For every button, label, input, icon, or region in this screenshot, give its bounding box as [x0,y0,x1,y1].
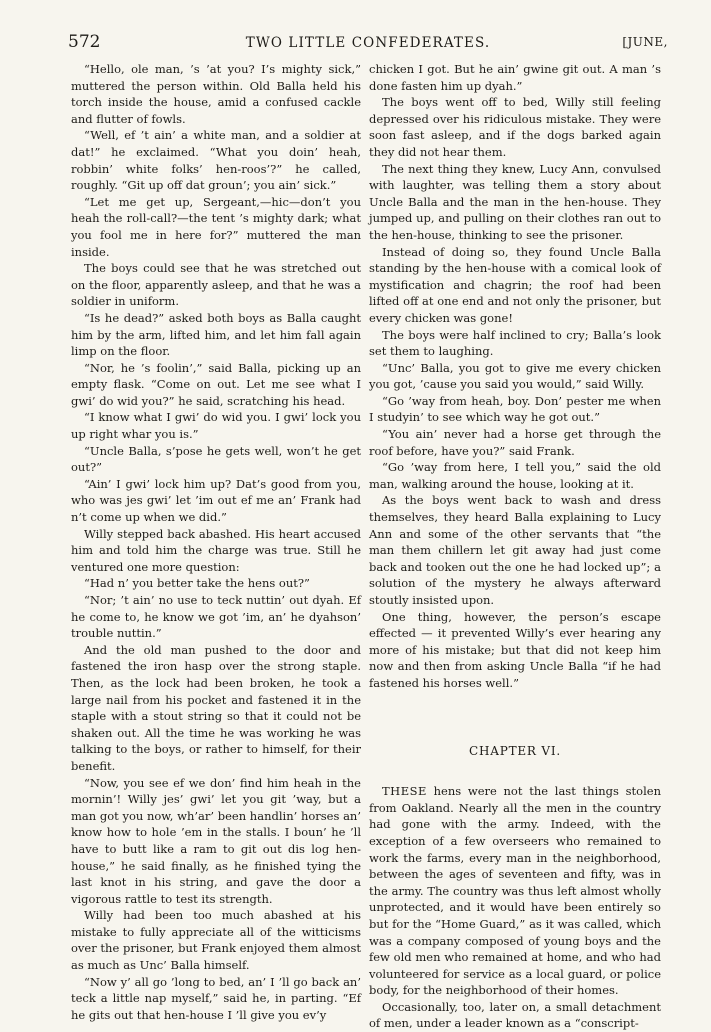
paragraph: Occasionally, too, later on, a small detachment of men, under a leader known as a “conscript- [369,999,661,1031]
lead-word: THESE [382,784,427,799]
paragraph: Instead of doing so, they found Uncle Balla standing by the hen-house with a comical look of mystification and chagrin; the roof had been lifted off at one end and not only the prisoner, but every chicken was gone! [369,244,661,325]
paragraph-text: hens were not the last things stolen from Oakland. Nearly all the men in the country had gone with the army. Indeed, with the exception of a few overseers who remained to work the farms, every man in the neighborhood, between the ages of seventeen and fifty, was in the army. The country was thus left almost wholly unprotected, and it would have been entirely so but for the “Home Guard,” as it was called, which was a company composed of young boys and the few old men who remained at home, and who had volunteered for service as a local guard, or police body, for the neighborhood of their homes. [369,784,661,998]
paragraph: Willy stepped back abashed. His heart accused him and told him the charge was true. Still he ventured one more question: [71,526,361,574]
paragraph: “You ain’ never had a horse get through the roof before, have you?” said Frank. [369,427,661,458]
paragraph: As the boys went back to wash and dress themselves, they heard Balla explaining to Lucy Ann and some of the other servants that “the man them chillern let git away had just come back and tooken out the one he had locked up”; a solution of the mystery he always afterward stoutly insisted upon. [369,493,661,607]
paragraph: “Had n’ you better take the hens out?” [84,576,310,591]
paragraph: “I know what I gwi’ do wid you. I gwi’ lock you up right whar you is.” [71,410,361,442]
running-month: [JUNE, [622,35,668,49]
paragraph: “Now, you see ef we don’ find him heah in the mornin’! Willy jes’ gwi’ let you git ’way, but a man got you now, wh’ar’ been handlin’ horses an’ know how to hole ’em in the stalls. I boun’ he ’ll have to butt like a ram to git out dis log hen-house,” he said finally, as he finished tying the last knot in his string, and gave the door a vigorous rattle to test its strength. [71,775,361,906]
paragraph: “Is he dead?” asked both boys as Balla caught him by the arm, lifted him, and let him fall again limp on the floor. [71,310,361,359]
paragraph: “Nor; ’t ain’ no use to teck nuttin’ out dyah. Ef he come to, he know we got ’im, an’ he dyahson’ trouble nuttin.” [71,593,361,641]
paragraph: “Go ’way from here, I tell you,” said the old man, walking around the house, looking at it. [369,460,661,491]
paragraph: “Well, ef ’t ain’ a white man, and a soldier at dat!” he exclaimed. “What you doin’ heah, robbin’ white folks’ hen-roos’?” he called, roughly. “Git up off dat groun’; you ain’ sick.” [71,128,361,193]
paragraph: “Now y’ all go ’long to bed, an’ I ’ll go back an’ teck a little nap myself,” said he, in parting. “Ef he gits out that hen-house I ’ll give you ev’y [71,974,361,1022]
paragraph: The boys could see that he was stretched out on the floor, apparently asleep, and that he was a soldier in uniform. [71,261,361,309]
paragraph: “Uncle Balla, s’pose he gets well, won’t he get out?” [71,443,361,475]
paragraph: “Nor, he ’s foolin’,” said Balla, picking up an empty flask. “Come on out. Let me see what I gwi’ do wid you?” he said, scratching his head. [71,360,361,408]
paragraph: “Let me get up, Sergeant,—hic—don’t you heah the roll-call?—the tent ’s mighty dark; what you fool me in here for?” muttered the man inside. [71,194,361,259]
running-title: TWO LITTLE CONFEDERATES. [245,35,491,51]
paragraph: And the old man pushed to the door and fastened the iron hasp over the strong staple. Then, as the lock had been broken, he took a large nail from his pocket and fastened it in the staple with a stout string so that it could not be shaken out. All the time he was working he was talking to the boys, or rather to himself, for their benefit. [71,642,361,773]
paragraph-continued: chicken I got. But he ain’ gwine git out. A man ’s done fasten him up dyah.” [369,62,661,93]
chapter-heading: CHAPTER VI. [468,743,562,758]
page-number: 572 [68,32,101,52]
paragraph: “Ain’ I gwi’ lock him up? Dat’s good from you, who was jes gwi’ let ’im out ef me an’ Frank had n’t come up when we did.” [71,476,361,525]
paragraph: The next thing they knew, Lucy Ann, convulsed with laughter, was telling them a story about Uncle Balla and the man in the hen-house. They jumped up, and pulling on their clothes ran out to the hen-house, thinking to see the prisoner. [369,161,661,242]
paragraph: The boys went off to bed, Willy still feeling depressed over his ridiculous mistake. They were soon fast asleep, and if the dogs barked again they did not hear them. [369,95,661,159]
left-column [71,61,361,1023]
paragraph: “Unc’ Balla, you got to give me every chicken you got, ’cause you said you would,” said Willy. [369,360,661,392]
right-column [369,61,661,1032]
paragraph: One thing, however, the person’s escape effected — it prevented Willy’s ever hearing any more of his mistake; but that did not keep him now and then from asking Uncle Balla “if he had fastened his horses well.” [369,609,661,690]
paragraph: “Hello, ole man, ’s ’at you? I’s mighty sick,” muttered the person within. Old Balla held his torch inside the house, amid a confused cackle and flutter of fowls. [71,62,361,126]
running-header [68,30,668,54]
paragraph: The boys were half inclined to cry; Balla’s look set them to laughing. [369,327,661,359]
paragraph: “Go ’way from heah, boy. Don’ pester me when I studyin’ to see which way he got out.” [369,393,661,425]
chapter-opening-paragraph [369,783,661,999]
paragraph: Willy had been too much abashed at his mistake to fully appreciate all of the witticisms over the prisoner, but Frank enjoyed them almost as much as Unc’ Balla himself. [71,908,361,973]
